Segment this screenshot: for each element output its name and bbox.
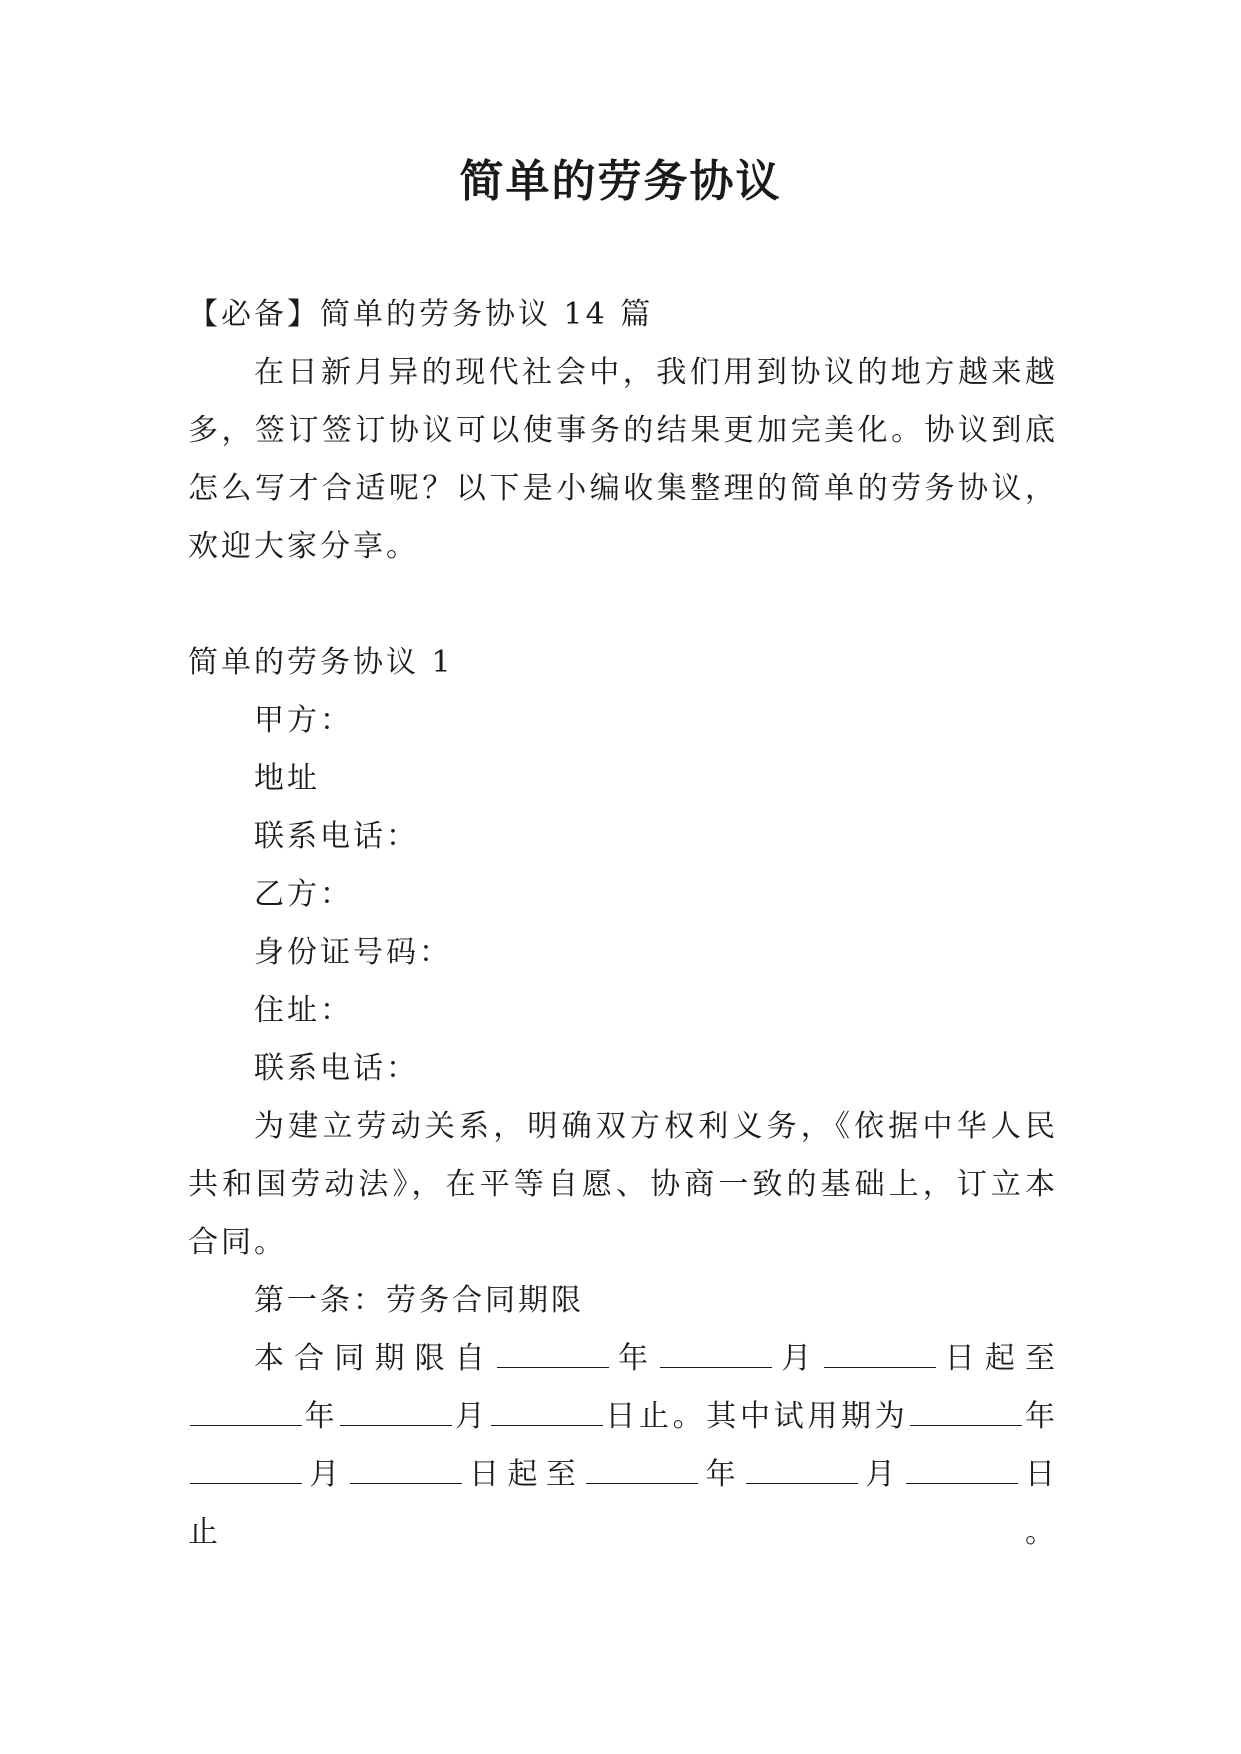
party-a-phone-label: 联系电话： <box>254 819 419 854</box>
blank-field <box>491 1403 603 1426</box>
blank-field <box>497 1345 609 1368</box>
party-b-label: 乙方： <box>254 877 353 912</box>
party-a-label: 甲方： <box>254 703 353 738</box>
blank-field <box>350 1461 462 1484</box>
document-title: 简单的劳务协议 <box>459 156 782 207</box>
term-year-label: 年 <box>304 1399 339 1434</box>
term-line-3 <box>188 1446 1058 1562</box>
term-month-label: 月 <box>859 1457 904 1492</box>
term-day-from-label: 日起至 <box>463 1457 585 1492</box>
blank-field <box>190 1461 302 1484</box>
party-a-address-label: 地址 <box>254 761 320 796</box>
term-month-label: 月 <box>454 1399 489 1434</box>
section-heading: 简单的劳务协议 1 <box>188 645 454 680</box>
party-b-id-label: 身份证号码： <box>254 935 452 970</box>
term-start-prefix: 本合同期限自 <box>254 1341 495 1376</box>
blank-field <box>906 1461 1018 1484</box>
blank-field <box>190 1403 302 1426</box>
term-line-1 <box>188 1330 1058 1388</box>
term-day-end-label: 日止。 <box>604 1399 707 1434</box>
term-day-from-label: 日起至 <box>937 1341 1059 1376</box>
blank-field <box>910 1403 1022 1426</box>
term-year-label: 年 <box>1024 1399 1059 1434</box>
blank-field <box>746 1461 858 1484</box>
preamble-paragraph: 为建立劳动关系，明确双方权利义务，《依据中华人民共和国劳动法》，在平等自愿、协商一致的基础上，订立本合同。 <box>188 1109 1058 1260</box>
term-day-end-label: 日止。 <box>188 1457 1059 1550</box>
party-b-phone-label: 联系电话： <box>254 1051 419 1086</box>
document-body <box>188 286 1058 1562</box>
blank-field <box>586 1461 698 1484</box>
blank-field <box>340 1403 452 1426</box>
term-year-label: 年 <box>610 1341 659 1376</box>
article-1-heading: 第一条：劳务合同期限 <box>254 1283 584 1318</box>
document-subtitle: 【必备】简单的劳务协议 14 篇 <box>188 297 654 332</box>
term-month-label: 月 <box>304 1457 348 1492</box>
party-b-address-label: 住址： <box>254 993 353 1028</box>
blank-field <box>824 1345 936 1368</box>
term-probation-label: 其中试用期为 <box>706 1399 909 1434</box>
blank-field <box>660 1345 772 1368</box>
term-month-label: 月 <box>774 1341 822 1376</box>
intro-paragraph: 在日新月异的现代社会中，我们用到协议的地方越来越多，签订签订协议可以使事务的结果更加完美化。协议到底怎么写才合适呢？以下是小编收集整理的简单的劳务协议，欢迎大家分享。 <box>188 355 1058 564</box>
term-line-2 <box>188 1388 1058 1446</box>
term-year-label: 年 <box>700 1457 744 1492</box>
